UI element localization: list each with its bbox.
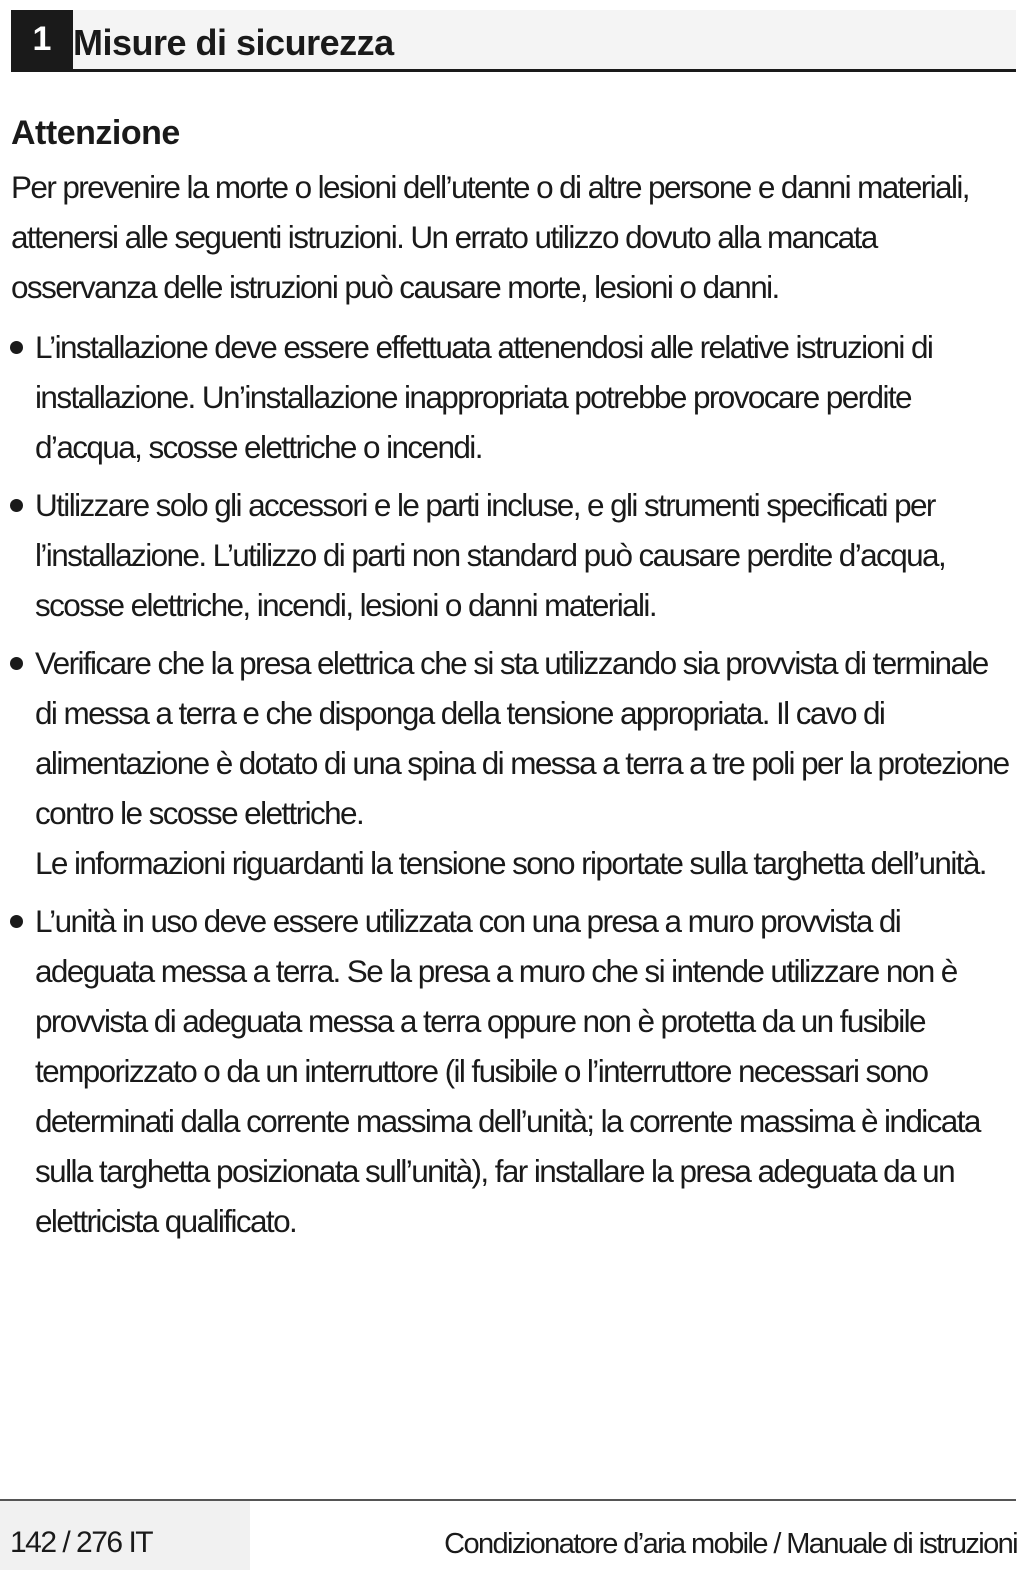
intro-paragraph: Per prevenire la morte o lesioni dell’utente o di altre persone e danni materiali, attenersi alle seguenti istruzioni. Un errato utilizzo dovuto alla mancata osservanza delle istruzioni può causare morte, lesioni o danni. — [11, 169, 969, 305]
page-number: 142 / 276 IT — [0, 1501, 250, 1570]
bullet-icon — [10, 341, 23, 354]
document-title: Condizionatore d’aria mobile / Manuale di istruzioni — [444, 1528, 1017, 1560]
list-item-text: L’installazione deve essere effettuata attenendosi alle relative istruzioni di installazione. Un’installazione inappropriata potrebbe provocare perdite d’acqua, scosse elettriche o incendi. — [35, 329, 933, 465]
list-item-text: L’unità in uso deve essere utilizzata con una presa a muro provvista di adeguata messa a terra. Se la presa a muro che si intende utilizzare non è provvista di adeguata messa a terra oppure non è protetta da un fusibile temporizzato o da un interruttore (il fusibile o l’interruttore necessari sono determinati dalla corrente massima dell’unità; la corrente massima è indicata sulla targhetta posizionata sull’unità), far installare la presa adeguata da un elettricista qualificato. — [35, 903, 980, 1239]
list-item-text: Utilizzare solo gli accessori e le parti incluse, e gli strumenti specificati per l’installazione. L’utilizzo di parti non standard può causare perdite d’acqua, scosse elettriche, incendi, lesioni o danni materiali. — [35, 487, 946, 623]
list-item-continuation — [11, 838, 1016, 888]
warning-heading: Attenzione — [11, 114, 180, 152]
list-item — [11, 322, 1016, 472]
list-item — [11, 638, 1016, 838]
bullet-icon — [10, 499, 23, 512]
list-item-text: Le informazioni riguardanti la tensione sono riportate sulla targhetta dell’unità. — [35, 845, 986, 881]
instruction-list — [11, 322, 1016, 1246]
section-title: Misure di sicurezza — [73, 22, 394, 63]
page-content — [11, 110, 1016, 1254]
section-number: 1 — [11, 10, 73, 69]
list-item — [11, 480, 1016, 630]
bullet-icon — [10, 657, 23, 670]
section-header — [11, 10, 1016, 72]
list-item-text: Verificare che la presa elettrica che si sta utilizzando sia provvista di terminale di messa a terra e che disponga della tensione appropriata. Il cavo di alimentazione è dotato di una spina di messa a terra a tre poli per la protezione contro le scosse elettriche. — [35, 645, 1009, 831]
list-item — [11, 896, 1016, 1246]
bullet-icon — [10, 915, 23, 928]
